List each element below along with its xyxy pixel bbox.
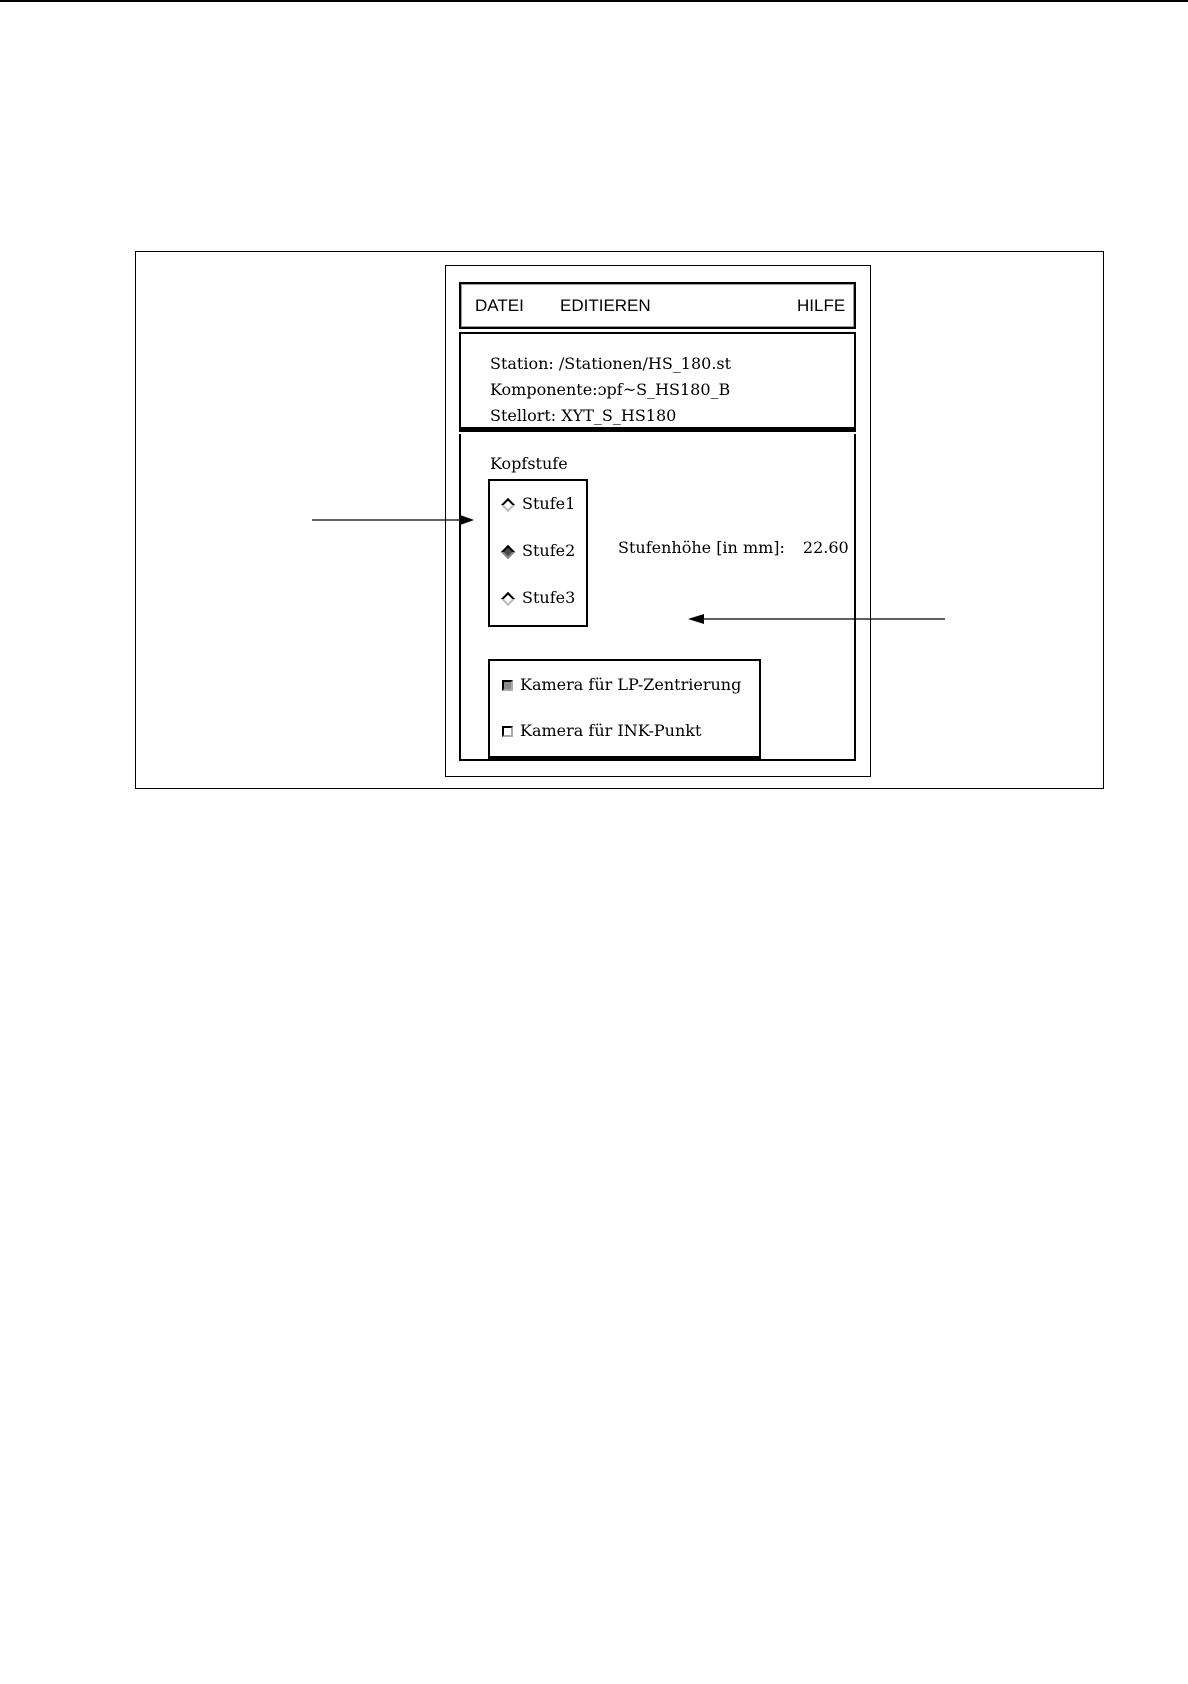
arrow-to-main-panel xyxy=(688,614,945,624)
checkbox-label: Kamera für LP-Zentrierung xyxy=(520,675,742,694)
stufenhoehe-value[interactable]: 22.60 xyxy=(802,538,849,557)
station-line: Station: /Stationen/HS_180.st xyxy=(490,354,732,373)
kopfstufe-label: Kopfstufe xyxy=(490,454,568,473)
radio-label: Stufe1 xyxy=(522,494,576,513)
checkbox-label: Kamera für INK-Punkt xyxy=(520,721,702,740)
menu-editieren[interactable]: EDITIEREN xyxy=(560,296,651,315)
komponente-line: Komponente:ɔpf~S_HS180_B xyxy=(490,380,731,399)
stellort-line: Stellort: XYT_S_HS180 xyxy=(490,406,677,425)
menu-hilfe[interactable]: HILFE xyxy=(797,296,846,315)
stufenhoehe-label: Stufenhöhe [in mm]: xyxy=(618,538,785,557)
radio-label: Stufe2 xyxy=(522,541,576,560)
arrow-to-radio-group xyxy=(312,515,474,525)
radio-label: Stufe3 xyxy=(522,588,576,607)
menu-datei[interactable]: DATEI xyxy=(475,296,524,315)
